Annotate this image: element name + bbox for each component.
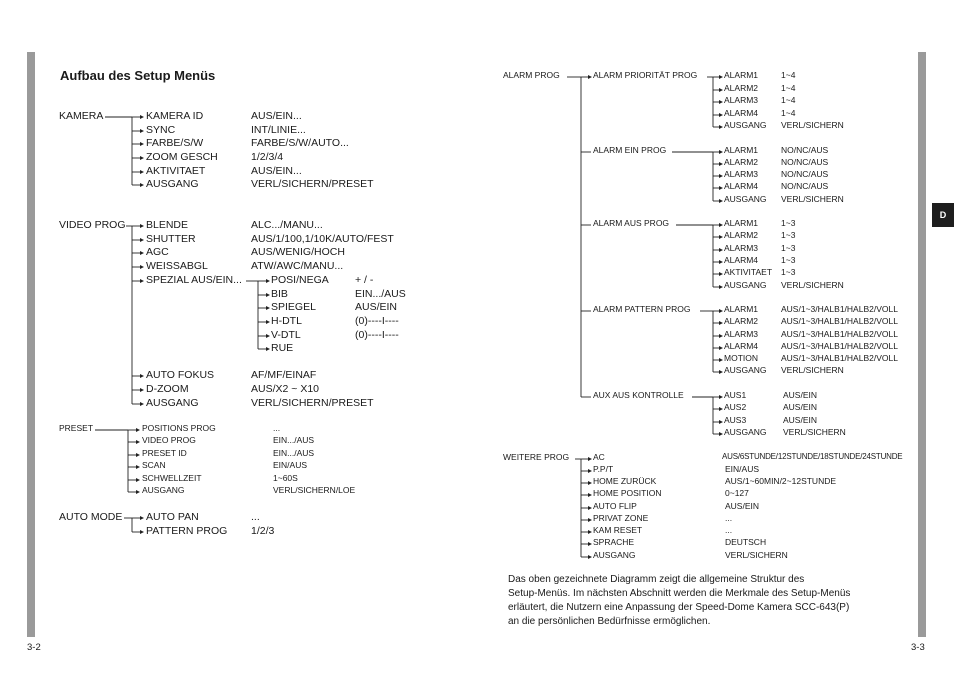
alarm-item-label: AUS1: [724, 390, 747, 400]
alarm-item-value: AUS/EIN: [783, 402, 818, 412]
menu-item-label: KAMERA ID: [146, 110, 204, 122]
submenu-item-label: H-DTL: [271, 315, 302, 327]
arrow-head: [719, 248, 723, 252]
weitere-item-value: VERL/SICHERN: [725, 550, 788, 560]
menu-item-value: ...: [251, 511, 260, 523]
arrow-head: [719, 235, 723, 239]
weitere-item-value: AUS/EIN: [725, 501, 760, 511]
paragraph-line: an die persönlichen Bedürfnisse ermöglichen.: [508, 616, 711, 627]
arrow-head: [266, 347, 270, 351]
menu-item-value: AUS/EIN...: [251, 110, 302, 122]
alarm-item-label: MOTION: [724, 353, 758, 363]
menu-item-label: SYNC: [146, 124, 176, 136]
arrow-head: [719, 420, 723, 424]
alarm-item-label: AUSGANG: [724, 120, 767, 130]
alarm-item-label: ALARM3: [724, 329, 759, 339]
submenu-item-value: + / -: [355, 274, 374, 286]
weitere-item-label: HOME POSITION: [593, 488, 662, 498]
arrow-head: [140, 142, 144, 146]
arrow-head: [588, 530, 592, 534]
arrow-head: [719, 113, 723, 117]
alarm-item-label: ALARM1: [724, 145, 759, 155]
alarm-item-label: AUS2: [724, 402, 747, 412]
weitere-item-label: AUTO FLIP: [593, 501, 637, 511]
submenu-item-value: AUS/EIN: [355, 301, 398, 313]
menu-item-value: VERL/SICHERN/LOE: [273, 485, 356, 495]
menu-item-label: SCHWELLZEIT: [142, 473, 202, 483]
arrow-head: [719, 321, 723, 325]
arrow-head: [719, 186, 723, 190]
weitere-item-value: 0~127: [725, 488, 749, 498]
arrow-head: [136, 465, 140, 469]
page-number-left: 3-2: [27, 642, 41, 653]
arrow-head: [719, 223, 723, 227]
alarm-item-value: NO/NC/AUS: [781, 145, 829, 155]
submenu-item-label: RUE: [271, 342, 294, 354]
arrow-head: [719, 309, 723, 313]
arrow-head: [266, 279, 270, 283]
arrow-head: [140, 388, 144, 392]
tree-root-video-prog: VIDEO PROG: [59, 219, 126, 231]
arrow-head: [719, 88, 723, 92]
arrow-head: [719, 432, 723, 436]
arrow-head: [140, 402, 144, 406]
paragraph-line: Setup-Menüs. Im nächsten Abschnitt werden die Merkmale des Setup-Menüs: [508, 588, 851, 599]
alarm-item-value: AUS/1~3/HALB1/HALB2/VOLL: [781, 353, 898, 363]
arrow-head: [136, 440, 140, 444]
alarm-item-value: AUS/EIN: [783, 390, 818, 400]
arrow-head: [588, 481, 592, 485]
menu-item-label: ZOOM GESCH: [146, 151, 218, 163]
weitere-item-label: AUSGANG: [593, 550, 636, 560]
tree-root-alarm-prog: ALARM PROG: [503, 70, 560, 80]
arrow-head: [719, 346, 723, 350]
alarm-item-label: AUS3: [724, 415, 747, 425]
arrow-head: [140, 238, 144, 242]
alarm-item-label: ALARM4: [724, 255, 759, 265]
arrow-head: [719, 358, 723, 362]
arrow-head: [719, 272, 723, 276]
submenu-item-value: EIN.../AUS: [355, 288, 406, 300]
arrow-head: [266, 306, 270, 310]
alarm-group-label: ALARM PRIORITÄT PROG: [593, 70, 698, 80]
alarm-item-label: ALARM1: [724, 304, 759, 314]
arrow-head: [719, 395, 723, 399]
arrow-head: [140, 279, 144, 283]
arrow-head: [588, 542, 592, 546]
arrow-head: [140, 170, 144, 174]
alarm-item-label: ALARM4: [724, 341, 759, 351]
page-number-right: 3-3: [911, 642, 925, 653]
weitere-item-label: PRIVAT ZONE: [593, 513, 649, 523]
alarm-item-value: NO/NC/AUS: [781, 157, 829, 167]
menu-item-label: WEISSABGL: [146, 260, 208, 272]
menu-item-value: VERL/SICHERN/PRESET: [251, 178, 374, 190]
arrow-head: [140, 115, 144, 119]
alarm-item-label: AUSGANG: [724, 427, 767, 437]
alarm-item-value: 1~3: [781, 230, 796, 240]
alarm-item-value: NO/NC/AUS: [781, 181, 829, 191]
page-title: Aufbau des Setup Menüs: [60, 68, 216, 83]
submenu-item-label: BIB: [271, 288, 288, 300]
arrow-head: [588, 506, 592, 510]
menu-item-value: AUS/X2 ~ X10: [251, 383, 319, 395]
arrow-head: [719, 370, 723, 374]
arrow-head: [266, 293, 270, 297]
alarm-item-value: 1~4: [781, 70, 796, 80]
alarm-item-label: AUSGANG: [724, 194, 767, 204]
alarm-item-value: VERL/SICHERN: [783, 427, 846, 437]
submenu-item-value: (0)----I----: [355, 329, 399, 341]
arrow-head: [266, 334, 270, 338]
menu-item-label: D-ZOOM: [146, 383, 189, 395]
arrow-head: [140, 156, 144, 160]
menu-item-label: PRESET ID: [142, 448, 187, 458]
alarm-item-label: ALARM2: [724, 157, 759, 167]
alarm-item-value: 1~4: [781, 108, 796, 118]
menu-item-label: AUTO FOKUS: [146, 369, 215, 381]
menu-item-value: FARBE/S/W/AUTO...: [251, 137, 349, 149]
arrow-head: [140, 129, 144, 133]
arrow-head: [140, 251, 144, 255]
alarm-item-label: ALARM3: [724, 95, 759, 105]
arrow-head: [588, 469, 592, 473]
alarm-item-value: AUS/EIN: [783, 415, 818, 425]
alarm-item-value: 1~3: [781, 267, 796, 277]
arrow-head: [719, 162, 723, 166]
description-paragraph: [508, 573, 908, 629]
alarm-item-value: AUS/1~3/HALB1/HALB2/VOLL: [781, 304, 898, 314]
arrow-head: [719, 334, 723, 338]
menu-item-value: AUS/1/100,1/10K/AUTO/FEST: [251, 233, 394, 245]
arrow-head: [136, 453, 140, 457]
arrow-head: [719, 150, 723, 154]
alarm-item-value: 1~3: [781, 218, 796, 228]
menu-item-label: VIDEO PROG: [142, 435, 196, 445]
paragraph-line: Das oben gezeichnete Diagramm zeigt die allgemeine Struktur des: [508, 574, 805, 585]
arrow-head: [719, 285, 723, 289]
menu-item-value: ...: [273, 423, 281, 433]
alarm-item-label: AUSGANG: [724, 280, 767, 290]
weitere-item-value: AUS/1~60MIN/2~12STUNDE: [725, 476, 837, 486]
menu-item-label: FARBE/S/W: [146, 137, 204, 149]
alarm-item-value: 1~3: [781, 255, 796, 265]
alarm-item-label: ALARM2: [724, 83, 759, 93]
tree-root-weitere-prog: WEITERE PROG: [503, 452, 570, 462]
alarm-item-value: AUS/1~3/HALB1/HALB2/VOLL: [781, 316, 898, 326]
alarm-item-value: 1~4: [781, 83, 796, 93]
arrow-head: [136, 490, 140, 494]
menu-item-value: EIN.../AUS: [273, 448, 315, 458]
arrow-head: [588, 518, 592, 522]
alarm-item-label: ALARM4: [724, 108, 759, 118]
tree-root-preset: PRESET: [59, 423, 94, 433]
alarm-group-label: ALARM PATTERN PROG: [593, 304, 691, 314]
menu-item-value: EIN.../AUS: [273, 435, 315, 445]
arrow-head: [719, 199, 723, 203]
weitere-item-value: EIN/AUS: [725, 464, 760, 474]
alarm-item-value: NO/NC/AUS: [781, 169, 829, 179]
menu-item-label: SCAN: [142, 460, 166, 470]
submenu-item-label: POSI/NEGA: [271, 274, 329, 286]
menu-item-value: 1/2/3/4: [251, 151, 284, 163]
menu-item-value: EIN/AUS: [273, 460, 308, 470]
alarm-item-label: ALARM3: [724, 169, 759, 179]
alarm-group-label: ALARM AUS PROG: [593, 218, 670, 228]
alarm-item-value: VERL/SICHERN: [781, 365, 844, 375]
arrow-head: [719, 125, 723, 129]
weitere-item-label: HOME ZURÜCK: [593, 476, 657, 486]
menu-item-label: AUSGANG: [146, 397, 199, 409]
arrow-head: [588, 493, 592, 497]
alarm-item-label: ALARM1: [724, 218, 759, 228]
menu-item-value: 1~60S: [273, 473, 298, 483]
arrow-head: [140, 224, 144, 228]
alarm-item-value: AUS/1~3/HALB1/HALB2/VOLL: [781, 329, 898, 339]
menu-item-value: ALC.../MANU...: [251, 219, 323, 231]
alarm-item-value: VERL/SICHERN: [781, 120, 844, 130]
alarm-item-label: ALARM3: [724, 243, 759, 253]
weitere-item-label: P.P/T: [593, 464, 614, 474]
arrow-head: [140, 265, 144, 269]
submenu-item-label: V-DTL: [271, 329, 301, 341]
menu-item-label: AGC: [146, 246, 169, 258]
menu-item-value: ATW/AWC/MANU...: [251, 260, 344, 272]
arrow-head: [140, 374, 144, 378]
weitere-item-value: ...: [725, 513, 733, 523]
menu-item-value: AUS/WENIG/HOCH: [251, 246, 345, 258]
alarm-item-label: AKTIVITAET: [724, 267, 773, 277]
menu-item-label: SPEZIAL AUS/EIN...: [146, 274, 242, 286]
menu-item-value: 1/2/3: [251, 525, 275, 537]
arrow-head: [719, 407, 723, 411]
weitere-item-label: SPRACHE: [593, 537, 635, 547]
arrow-head: [588, 457, 592, 461]
menu-item-value: AF/MF/EINAF: [251, 369, 317, 381]
menu-item-label: AUSGANG: [146, 178, 199, 190]
arrow-head: [719, 174, 723, 178]
arrow-head: [719, 260, 723, 264]
alarm-item-label: ALARM1: [724, 70, 759, 80]
arrow-head: [136, 478, 140, 482]
tree-root-auto-mode: AUTO MODE: [59, 511, 123, 523]
arrow-head: [719, 75, 723, 79]
alarm-group-label: ALARM EIN PROG: [593, 145, 667, 155]
arrow-head: [140, 183, 144, 187]
alarm-item-label: AUSGANG: [724, 365, 767, 375]
arrow-head: [266, 320, 270, 324]
menu-item-value: INT/LINIE...: [251, 124, 306, 136]
menu-item-label: AUTO PAN: [146, 511, 199, 523]
tree-root-kamera: KAMERA: [59, 110, 104, 122]
weitere-item-value: AUS/6STUNDE/12STUNDE/18STUNDE/24STUNDE: [722, 452, 903, 461]
alarm-item-value: VERL/SICHERN: [781, 194, 844, 204]
menu-item-label: POSITIONS PROG: [142, 423, 216, 433]
menu-item-label: PATTERN PROG: [146, 525, 228, 537]
submenu-item-label: SPIEGEL: [271, 301, 316, 313]
menu-item-value: AUS/EIN...: [251, 165, 302, 177]
arrow-head: [140, 516, 144, 520]
arrow-head: [140, 530, 144, 534]
alarm-item-label: ALARM2: [724, 316, 759, 326]
arrow-head: [136, 428, 140, 432]
menu-item-label: AUSGANG: [142, 485, 185, 495]
arrow-head: [719, 100, 723, 104]
alarm-item-label: ALARM2: [724, 230, 759, 240]
alarm-item-value: VERL/SICHERN: [781, 280, 844, 290]
weitere-item-label: AC: [593, 452, 605, 462]
arrow-head: [588, 555, 592, 559]
chapter-tab: D: [932, 203, 954, 227]
alarm-group-label: AUX AUS KONTROLLE: [593, 390, 684, 400]
menu-item-label: AKTIVITAET: [146, 165, 206, 177]
submenu-item-value: (0)----I----: [355, 315, 399, 327]
menu-item-label: SHUTTER: [146, 233, 196, 245]
weitere-item-value: DEUTSCH: [725, 537, 767, 547]
menu-item-value: VERL/SICHERN/PRESET: [251, 397, 374, 409]
menu-item-label: BLENDE: [146, 219, 189, 231]
alarm-item-label: ALARM4: [724, 181, 759, 191]
alarm-item-value: AUS/1~3/HALB1/HALB2/VOLL: [781, 341, 898, 351]
alarm-item-value: 1~3: [781, 243, 796, 253]
alarm-item-value: 1~4: [781, 95, 796, 105]
weitere-item-value: ...: [725, 525, 733, 535]
weitere-item-label: KAM RESET: [593, 525, 643, 535]
paragraph-line: erläutert, die Nutzern eine Anpassung der Speed-Dome Kamera SCC-643(P): [508, 602, 850, 613]
